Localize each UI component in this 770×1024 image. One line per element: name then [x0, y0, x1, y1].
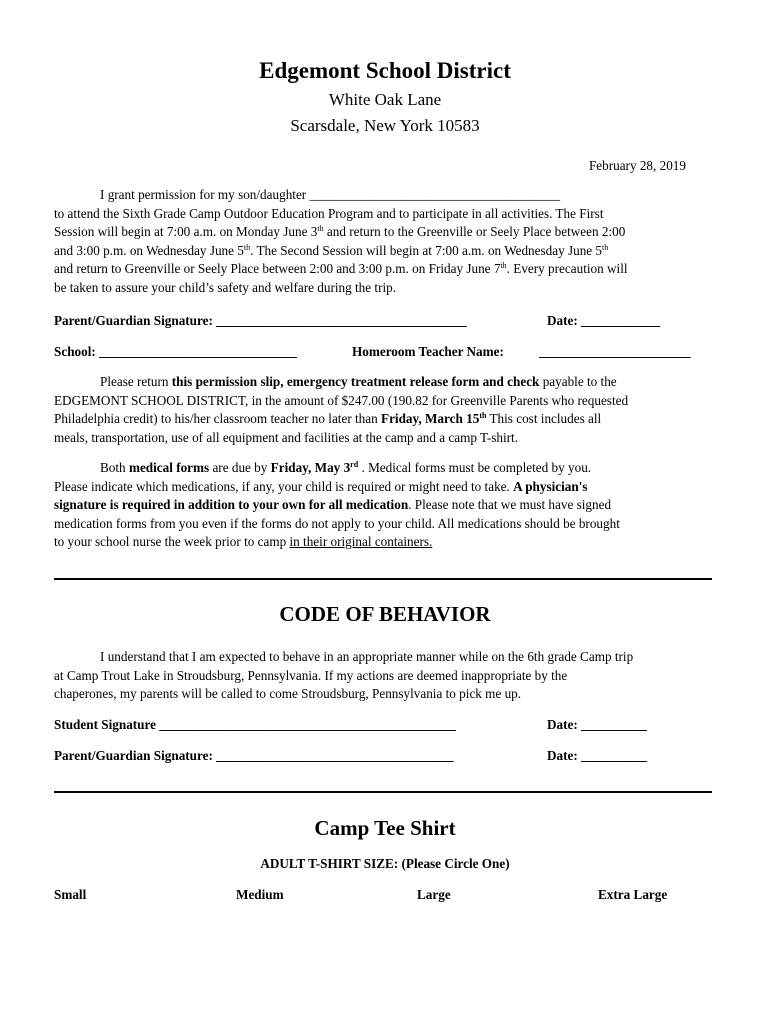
superscript: rd [350, 460, 359, 469]
superscript: th [500, 261, 507, 271]
behavior-line: I understand that I am expected to behave in an appropriate manner while on the 6th grade Camp trip [100, 649, 634, 664]
behavior-line: chaperones, my parents will be called to come Stroudsburg, Pennsylvania to pick me up. [54, 686, 522, 702]
bold-text: medical forms [128, 460, 210, 475]
permission-line [54, 223, 716, 242]
behavior-parent-date-field[interactable]: Date: __________ [547, 748, 647, 763]
text: . Please note that we must have signed [408, 497, 612, 513]
medical-line [54, 496, 716, 515]
text: to your school nurse the week prior to camp [54, 534, 290, 550]
medical-line [54, 478, 716, 497]
school-field[interactable]: School: ______________________________ [54, 344, 297, 359]
letter-date: February 28, 2019 [588, 158, 686, 173]
text: Please return [100, 374, 172, 389]
bold-text: Friday, March 15 [381, 411, 480, 427]
medical-line [54, 533, 716, 552]
text: Session will begin at 7:00 a.m. on Monday June 3 [54, 224, 318, 240]
return-line [54, 373, 716, 392]
behavior-title: CODE OF BEHAVIOR [279, 602, 491, 626]
medical-paragraph [54, 459, 716, 552]
bold-text: this permission slip, emergency treatment release form and check [171, 374, 540, 389]
bold-text: A physician's [513, 478, 588, 494]
return-line [54, 410, 716, 429]
underlined-text: in their original containers. [289, 534, 433, 550]
behavior-paragraph [54, 648, 716, 704]
text: payable to the [539, 374, 617, 389]
permission-line: be taken to assure your child’s safety and welfare during the trip. [54, 279, 397, 295]
permission-line [54, 242, 716, 261]
medical-line: medication forms from you even if the forms do not apply to your child. All medications should be brought [54, 515, 620, 531]
text: . Every precaution will [506, 261, 628, 277]
return-line: meals, transportation, use of all equipment and facilities at the camp and a camp T-shirt. [54, 429, 518, 445]
permission-paragraph [54, 186, 716, 298]
parent-signature-field[interactable]: Parent/Guardian Signature: ______________________________________ [54, 313, 467, 328]
street-address: White Oak Lane [328, 90, 442, 109]
city-address: Scarsdale, New York 10583 [290, 116, 480, 135]
section-divider [54, 578, 712, 580]
section-divider [54, 791, 712, 793]
medical-line [54, 459, 716, 478]
text: and return to Greenville or Seely Place between 2:00 and 3:00 p.m. on Friday June 7 [54, 261, 501, 277]
text: . The Second Session will begin at 7:00 a.m. on Wednesday June 5 [250, 242, 603, 258]
homeroom-teacher-label: Homeroom Teacher Name: [352, 344, 504, 359]
size-medium[interactable]: Medium [236, 887, 284, 902]
permission-line: I grant permission for my son/daughter ______________________________________ [100, 187, 561, 202]
student-date-field[interactable]: Date: __________ [547, 717, 647, 732]
text: are due by [209, 460, 271, 475]
bold-text: signature is required in addition to your own for all medication [54, 497, 409, 513]
superscript: th [243, 242, 251, 252]
return-line: EDGEMONT SCHOOL DISTRICT, in the amount of $247.00 (190.82 for Greenville Parents who requested [54, 392, 629, 408]
permission-line [54, 260, 716, 279]
text: . Medical forms must be completed by you. [358, 460, 592, 475]
text: and return to the Greenville or Seely Place between 2:00 [323, 224, 626, 240]
text: Please indicate which medications, if any, your child is required or might need to take. [54, 478, 514, 494]
size-extra-large[interactable]: Extra Large [598, 887, 668, 902]
text: This cost includes all [486, 411, 602, 427]
student-signature-field[interactable]: Student Signature _____________________________________________ [54, 717, 456, 732]
permission-line: to attend the Sixth Grade Camp Outdoor Education Program and to participate in all activities. The First [54, 205, 604, 221]
size-small[interactable]: Small [54, 887, 87, 902]
bold-text: Friday, May 3 [270, 460, 351, 475]
behavior-parent-signature-field[interactable]: Parent/Guardian Signature: ____________________________________ [54, 748, 454, 763]
district-title: Edgemont School District [259, 58, 511, 83]
tshirt-title: Camp Tee Shirt [314, 816, 456, 840]
size-large[interactable]: Large [417, 887, 451, 902]
behavior-line: at Camp Trout Lake in Stroudsburg, Pennsylvania. If my actions are deemed inappropriate by the [54, 667, 568, 683]
superscript: th [602, 242, 609, 252]
tshirt-subtitle: ADULT T-SHIRT SIZE: (Please Circle One) [260, 856, 510, 871]
return-paragraph [54, 373, 716, 447]
superscript: th [317, 224, 324, 234]
superscript: th [479, 411, 487, 421]
text: and 3:00 p.m. on Wednesday June 5 [54, 242, 244, 258]
date-field[interactable]: Date: ____________ [547, 313, 661, 328]
text: Philadelphia credit) to his/her classroom teacher no later than [54, 411, 382, 427]
text: Both [100, 460, 129, 475]
homeroom-teacher-field[interactable]: _______________________ [539, 344, 691, 359]
